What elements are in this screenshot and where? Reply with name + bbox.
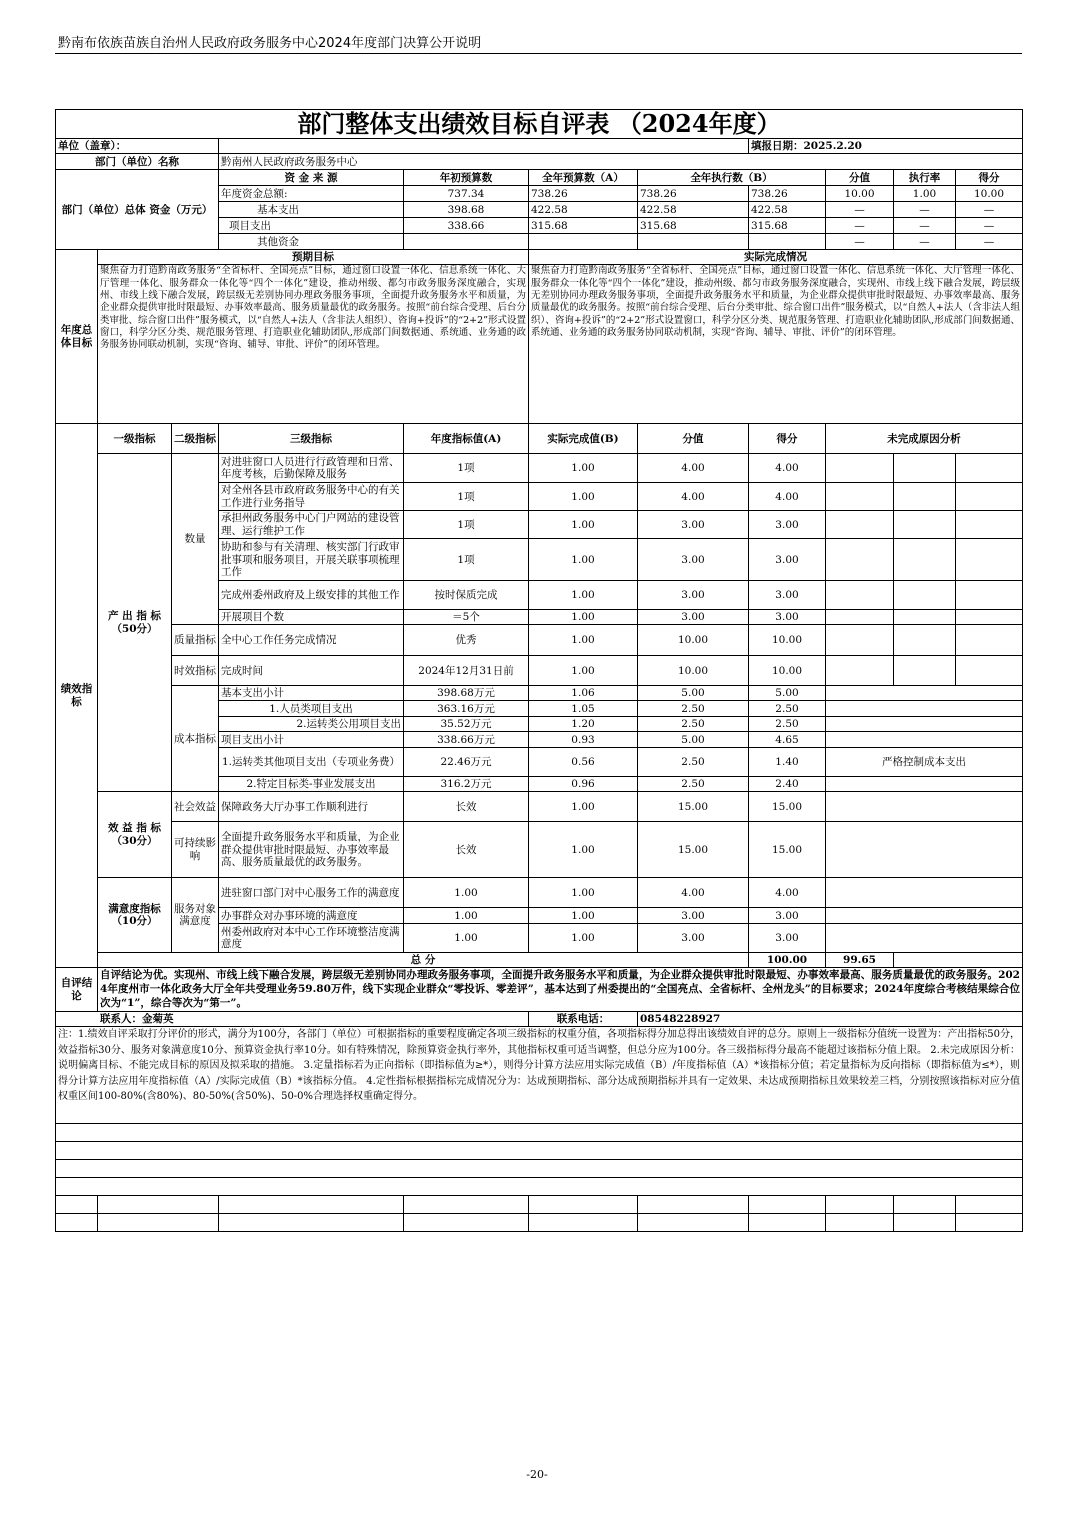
perf-label: 绩效指标 xyxy=(56,424,98,968)
value-cell: 3.00 xyxy=(638,908,749,924)
table-row xyxy=(56,656,1023,686)
value-cell: 15.00 xyxy=(638,822,749,878)
page-title: 部门整体支出绩效目标自评表 （2024年度） xyxy=(56,110,1023,139)
perf-header-actual: 实际完成值(B) xyxy=(529,424,638,454)
level2-social: 社会效益 xyxy=(172,792,219,822)
indicator-cell: 项目支出小计 xyxy=(219,732,404,748)
actual-cell: 1.00 xyxy=(529,539,638,581)
value-cell: 10.00 xyxy=(638,656,749,686)
funds-row-exec2: 422.58 xyxy=(749,202,826,218)
target-cell: 316.2万元 xyxy=(404,777,529,792)
target-cell: 1.00 xyxy=(404,878,529,908)
indicator-cell: 对全州各县市政府政务服务中心的有关工作进行业务指导 xyxy=(219,483,404,511)
level1-benefit: 效 益 指 标（30分） xyxy=(98,792,172,878)
target-cell: 1项 xyxy=(404,454,529,483)
perf-header-reason: 未完成原因分析 xyxy=(826,424,1023,454)
funds-row-rate: — xyxy=(894,202,956,218)
actual-cell: 1.20 xyxy=(529,717,638,732)
goals-actual-label: 实际完成情况 xyxy=(529,250,1023,265)
funds-row-score-value: — xyxy=(826,202,894,218)
score-cell: 3.00 xyxy=(749,539,826,581)
conclusion-text: 自评结论为优。实现州、市线上线下融合发展，跨层级无差别协同办理政务服务事项，全面提升政务服务水平和质量，为企业群众提供审批时限最短、办事效率最高、服务质量最优的政务服务。2024年度州市一体化政务大厅全年共受理业务59.80万件，线下实现企业群众“零投诉、零差评”，基本达到了州委提出的“全国亮点、全省标杆、全州龙头”的目标要求；2024年度综合考核结果综合位次为“1”，综合等次为“第一”。 xyxy=(98,968,1023,1012)
perf-header-l1: 一级指标 xyxy=(98,424,172,454)
funds-row-score-value: — xyxy=(826,234,894,250)
actual-cell: 1.00 xyxy=(529,822,638,878)
running-header: 黔南布依族苗族自治州人民政府政务服务中心2024年度部门决算公开说明 xyxy=(58,36,482,51)
value-cell: 2.50 xyxy=(638,748,749,777)
funds-row-exec: 315.68 xyxy=(638,218,749,234)
funds-row-exec2 xyxy=(749,234,826,250)
funds-header-annual: 全年预算数（A） xyxy=(529,170,638,186)
score-cell: 15.00 xyxy=(749,792,826,822)
funds-row-exec2: 738.26 xyxy=(749,186,826,202)
unit-label: 单位（盖章）： xyxy=(56,139,219,154)
funds-row-initial: 737.34 xyxy=(404,186,529,202)
funds-row-initial xyxy=(404,234,529,250)
funds-row-name: 项目支出 xyxy=(219,218,404,234)
funds-row-annual: 315.68 xyxy=(529,218,638,234)
total-score: 99.65 xyxy=(826,953,894,968)
value-cell: 3.00 xyxy=(638,924,749,953)
target-cell: 1项 xyxy=(404,483,529,511)
funds-row-score-value: 10.00 xyxy=(826,186,894,202)
actual-cell: 1.05 xyxy=(529,701,638,717)
level1-satisfaction: 满意度指标（10分） xyxy=(98,878,172,953)
score-cell: 4.00 xyxy=(749,483,826,511)
value-cell: 3.00 xyxy=(638,539,749,581)
target-cell: 优秀 xyxy=(404,625,529,656)
level2-quantity: 数量 xyxy=(172,454,219,625)
funds-row-initial: 398.68 xyxy=(404,202,529,218)
indicator-cell: 完成州委州政府及上级安排的其他工作 xyxy=(219,581,404,610)
indicator-cell: 办事群众对办事环境的满意度 xyxy=(219,908,404,924)
target-cell: 363.16万元 xyxy=(404,701,529,717)
funds-row-score: — xyxy=(956,218,1023,234)
indicator-cell: 完成时间 xyxy=(219,656,404,686)
score-cell: 10.00 xyxy=(749,656,826,686)
actual-cell: 1.00 xyxy=(529,454,638,483)
perf-header-value: 分值 xyxy=(638,424,749,454)
target-cell: 长效 xyxy=(404,792,529,822)
value-cell: 4.00 xyxy=(638,454,749,483)
value-cell: 2.50 xyxy=(638,777,749,792)
total-value: 100.00 xyxy=(749,953,826,968)
indicator-cell: 协助和参与有关清理、核实部门行政审批事项和服务项目，开展关联事项梳理工作 xyxy=(219,539,404,581)
actual-cell: 1.00 xyxy=(529,656,638,686)
table-row xyxy=(56,625,1023,656)
table-row xyxy=(56,686,1023,701)
funds-row-exec xyxy=(638,234,749,250)
goals-expected-text: 聚焦奋力打造黔南政务服务“全省标杆、全国亮点”目标，通过窗口设置一体化、信息系统一体化、大厅管理一体化、服务群众一体化等“四个一体化”建设，推动州级、都匀市政务服务深度融合，实现州、市线上线下融合发展，跨层级无差别协同办理政务服务事项，全面提升政务服务水平和质量，为企业群众提供审批时限最短、办事效率最高、服务质量最优的政务服务。按照“前台综合受理、后台分类审批、综合窗口出件”服务模式，以“自然人+法人（含非法人组织）、咨询+投诉”的“2+2”形式设置窗口，科学分区分类、规范服务管理、打造职业化辅助团队,形成部门间数据通、系统通、业务通的政务服务协同联动机制，实现“咨询、辅导、审批、评价”的闭环管理。 xyxy=(98,265,529,424)
page-number: -20- xyxy=(526,1468,548,1481)
actual-cell: 0.96 xyxy=(529,777,638,792)
score-cell: 2.50 xyxy=(749,717,826,732)
value-cell: 5.00 xyxy=(638,732,749,748)
indicator-cell: 开展项目个数 xyxy=(219,610,404,625)
score-cell: 3.00 xyxy=(749,581,826,610)
actual-cell: 0.56 xyxy=(529,748,638,777)
actual-cell: 1.06 xyxy=(529,686,638,701)
indicator-cell: 全面提升政务服务水平和质量，为企业群众提供审批时限最短、办事效率最高、服务质量最优的政务服务。 xyxy=(219,822,404,878)
value-cell: 3.00 xyxy=(638,581,749,610)
indicator-cell: 1.人员类项目支出 xyxy=(219,701,404,717)
funds-row-score-value: — xyxy=(826,218,894,234)
goals-actual-text: 聚焦奋力打造黔南政务服务“全省标杆、全国亮点”目标，通过窗口设置一体化、信息系统一体化、大厅管理一体化、服务群众一体化等“四个一体化”建设，推动州级、都匀市政务服务深度融合，实现州、市线上线下融合发展，跨层级无差别协同办理政务服务事项，全面提升政务服务水平和质量，为企业群众提供审批时限最短、办事效率最高、服务质量最优的政务服务。按照“前台综合受理、后台分类审批、综合窗口出件”服务模式，以“自然人+法人（含非法人组织）、咨询+投诉”的“2+2”形式设置窗口，科学分区分类、规范服务管理、打造职业化辅助团队,形成部门间数据通、系统通、业务通的政务服务协同联动机制，实现“咨询、辅导、审批、评价”的闭环管理。 xyxy=(529,265,1023,424)
contact xyxy=(56,1012,529,1027)
score-cell: 15.00 xyxy=(749,822,826,878)
indicator-cell: 1.运转类其他项目支出（专项业务费） xyxy=(219,748,404,777)
actual-cell: 1.00 xyxy=(529,483,638,511)
value-cell: 4.00 xyxy=(638,878,749,908)
score-cell: 4.65 xyxy=(749,732,826,748)
phone-label: 联系电话： xyxy=(529,1012,638,1027)
target-cell: 长效 xyxy=(404,822,529,878)
score-cell: 3.00 xyxy=(749,610,826,625)
funds-row-name: 年度资金总额: xyxy=(219,186,404,202)
funds-header-score: 得分 xyxy=(956,170,1023,186)
target-cell: 按时保质完成 xyxy=(404,581,529,610)
score-cell: 3.00 xyxy=(749,908,826,924)
funds-row-exec2: 315.68 xyxy=(749,218,826,234)
fill-date xyxy=(749,139,1023,154)
target-cell: 22.46万元 xyxy=(404,748,529,777)
score-cell: 2.40 xyxy=(749,777,826,792)
actual-cell: 1.00 xyxy=(529,792,638,822)
table-row xyxy=(56,822,1023,878)
funds-row-initial: 338.66 xyxy=(404,218,529,234)
funds-row-annual: 422.58 xyxy=(529,202,638,218)
funds-row-rate: — xyxy=(894,234,956,250)
target-cell: 338.66万元 xyxy=(404,732,529,748)
funds-row-rate: — xyxy=(894,218,956,234)
actual-cell: 0.93 xyxy=(529,732,638,748)
value-cell: 3.00 xyxy=(638,511,749,539)
contact-name: 金菊英 xyxy=(142,1013,174,1026)
perf-header-target: 年度指标值(A) xyxy=(404,424,529,454)
header-divider xyxy=(55,53,1022,54)
indicator-cell: 全中心工作任务完成情况 xyxy=(219,625,404,656)
funds-row-score: — xyxy=(956,202,1023,218)
dept-name: 黔南州人民政府政务服务中心 xyxy=(219,154,1023,170)
target-cell: 1项 xyxy=(404,511,529,539)
target-cell: 1.00 xyxy=(404,924,529,953)
contact-label: 联系人： xyxy=(100,1013,142,1026)
notes-text: 注：1.绩效自评采取打分评价的形式，满分为100分，各部门（单位）可根据指标的重要程度确定各项三级指标的权重分值，各项指标得分加总得出该绩效自评的总分。原则上一级指标分值统一设置为：产出指标50分，效益指标30分、服务对象满意度10分、预算资金执行率10分。如有特殊情况，除预算资金执行率外，其他指标权重可适当调整，但总分应为100分。各三级指标得分最高不能超过该指标分值上限。 2.未完成原因分析：说明偏离目标、不能完成目标的原因及拟采取的措施。 3.定量指标若为正向指标（即指标值为≥*），则得分计算方法应用实际完成值（B）/年度指标值（A）*该指标分值；若定量指标为反向指标（即指标值为≤*），则得分计算方法应用年度指标值（A）/实际完成值（B）*该指标分值。 4.定性指标根据指标完成情况分为：达成预期指标、部分达成预期指标并具有一定效果、未达成预期指标且效果较差三档，分别按照该指标对应分值权重区间100-80%(含80%)、80-50%(含50%)、50-0%合理选择权重确定得分。 xyxy=(56,1027,1023,1124)
value-cell: 5.00 xyxy=(638,686,749,701)
target-cell: 1项 xyxy=(404,539,529,581)
indicator-cell: 州委州政府对本中心工作环境整洁度满意度 xyxy=(219,924,404,953)
actual-cell: 1.00 xyxy=(529,908,638,924)
funds-label: 部门（单位）总体 资金（万元） xyxy=(56,170,219,250)
score-cell: 3.00 xyxy=(749,924,826,953)
funds-header-rate: 执行率 xyxy=(894,170,956,186)
target-cell: 1.00 xyxy=(404,908,529,924)
target-cell: 398.68万元 xyxy=(404,686,529,701)
indicator-cell: 保障政务大厅办事工作顺利进行 xyxy=(219,792,404,822)
level2-cost: 成本指标 xyxy=(172,686,219,792)
funds-row-rate: 1.00 xyxy=(894,186,956,202)
fill-date-value: 2025.2.20 xyxy=(803,140,862,153)
goals-expected-label: 预期目标 xyxy=(98,250,529,265)
score-cell: 4.00 xyxy=(749,878,826,908)
total-label: 总 分 xyxy=(98,953,749,968)
level2-timeliness: 时效指标 xyxy=(172,656,219,686)
level2-quality: 质量指标 xyxy=(172,625,219,656)
value-cell: 10.00 xyxy=(638,625,749,656)
table-row xyxy=(56,454,1023,483)
conclusion-label: 自评结论 xyxy=(56,968,98,1012)
indicator-cell: 2.特定目标类-事业发展支出 xyxy=(219,777,404,792)
value-cell: 2.50 xyxy=(638,717,749,732)
funds-header-source: 资 金 来 源 xyxy=(219,170,404,186)
perf-header-score: 得分 xyxy=(749,424,826,454)
indicator-cell: 对进驻窗口人员进行行政管理和日常、年度考核，后勤保障及服务 xyxy=(219,454,404,483)
goals-label: 年度总体目标 xyxy=(56,250,98,424)
actual-cell: 1.00 xyxy=(529,878,638,908)
funds-row-score: — xyxy=(956,234,1023,250)
funds-row-exec: 738.26 xyxy=(638,186,749,202)
dept-name-label: 部门（单位）名称 xyxy=(56,154,219,170)
target-cell: 2024年12月31日前 xyxy=(404,656,529,686)
indicator-cell: 2.运转类公用项目支出 xyxy=(219,717,404,732)
funds-header-score-value: 分值 xyxy=(826,170,894,186)
table-row xyxy=(56,878,1023,908)
actual-cell: 1.00 xyxy=(529,625,638,656)
funds-row-name: 其他资金 xyxy=(219,234,404,250)
phone: 08548228927 xyxy=(638,1012,1023,1027)
value-cell: 15.00 xyxy=(638,792,749,822)
perf-header-l3: 三级指标 xyxy=(219,424,404,454)
score-cell: 2.50 xyxy=(749,701,826,717)
actual-cell: 1.00 xyxy=(529,581,638,610)
level2-sustainable: 可持续影响 xyxy=(172,822,219,878)
score-cell: 4.00 xyxy=(749,454,826,483)
table-row xyxy=(56,792,1023,822)
evaluation-table xyxy=(55,109,1023,1232)
perf-header-l2: 二级指标 xyxy=(172,424,219,454)
funds-header-exec: 全年执行数（B） xyxy=(638,170,826,186)
score-cell: 1.40 xyxy=(749,748,826,777)
funds-row-annual: 738.26 xyxy=(529,186,638,202)
score-cell: 10.00 xyxy=(749,625,826,656)
value-cell: 3.00 xyxy=(638,610,749,625)
level2-service-satisfaction: 服务对象 满意度 xyxy=(172,878,219,953)
funds-row-exec: 422.58 xyxy=(638,202,749,218)
reason-cell: 严格控制成本支出 xyxy=(826,748,1023,777)
indicator-cell: 进驻窗口部门对中心服务工作的满意度 xyxy=(219,878,404,908)
value-cell: 4.00 xyxy=(638,483,749,511)
funds-header-initial: 年初预算数 xyxy=(404,170,529,186)
funds-row-annual xyxy=(529,234,638,250)
target-cell: ＝5个 xyxy=(404,610,529,625)
actual-cell: 1.00 xyxy=(529,511,638,539)
funds-row-name: 基本支出 xyxy=(219,202,404,218)
fill-date-label: 填报日期： xyxy=(751,140,804,153)
actual-cell: 1.00 xyxy=(529,610,638,625)
score-cell: 5.00 xyxy=(749,686,826,701)
indicator-cell: 基本支出小计 xyxy=(219,686,404,701)
value-cell: 2.50 xyxy=(638,701,749,717)
level1-output: 产 出 指 标（50分） xyxy=(98,454,172,792)
actual-cell: 1.00 xyxy=(529,924,638,953)
indicator-cell: 承担州政务服务中心门户网站的建设管理、运行维护工作 xyxy=(219,511,404,539)
score-cell: 3.00 xyxy=(749,511,826,539)
target-cell: 35.52万元 xyxy=(404,717,529,732)
funds-row-score: 10.00 xyxy=(956,186,1023,202)
